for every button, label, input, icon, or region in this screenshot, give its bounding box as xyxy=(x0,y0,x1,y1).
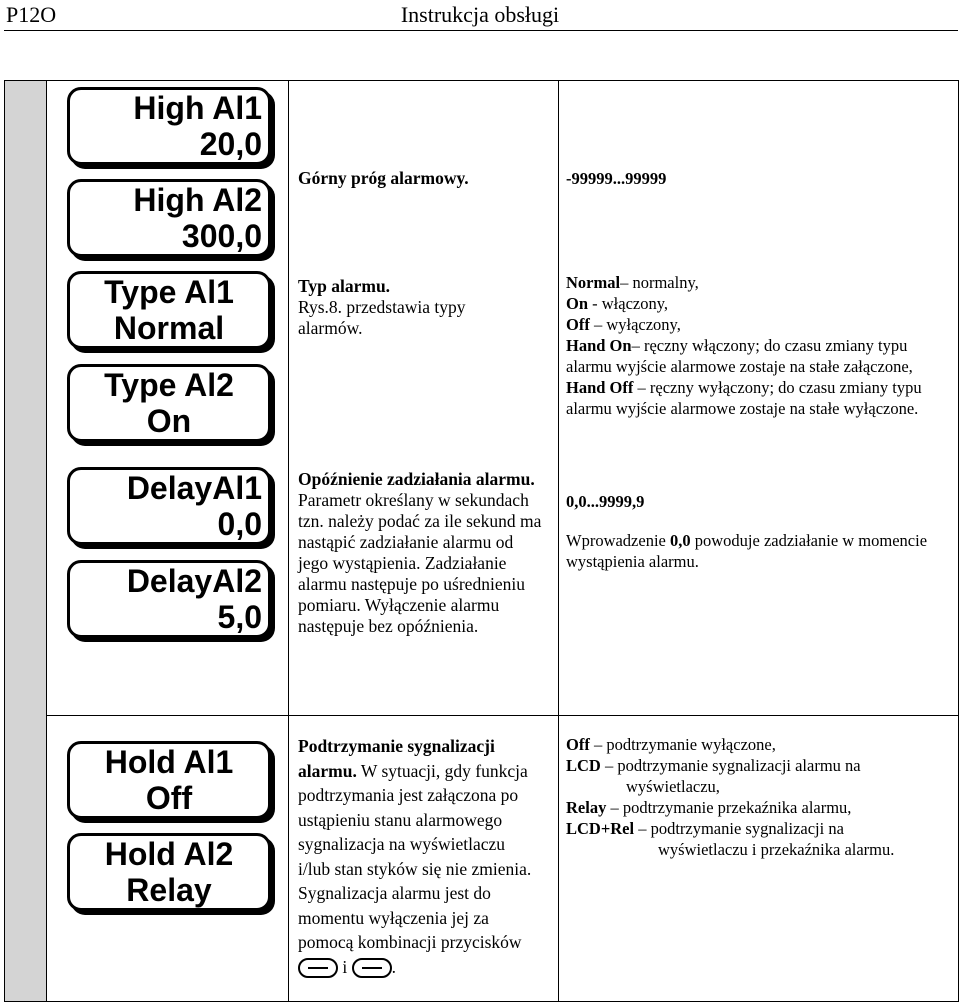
type-value-normal xyxy=(566,272,951,293)
type-desc-text: Rys.8. przedstawia typy alarmów. xyxy=(298,297,466,338)
hold-desc-title: Podtrzymanie sygnalizacji alarmu. xyxy=(298,736,495,781)
lcd-delay-al2 xyxy=(67,560,271,638)
lcd-delay-al1 xyxy=(67,467,271,545)
note-text: powoduje zadziałanie w momencie wystąpienia alarmu. xyxy=(566,531,928,571)
value-key: Hand Off xyxy=(566,378,634,397)
column-divider-1 xyxy=(288,81,289,1001)
value-key: Relay xyxy=(566,798,607,817)
lcd-label: Hold Al2 xyxy=(104,836,234,872)
value-text: - włączony, xyxy=(588,294,669,313)
lcd-label: Type Al1 xyxy=(104,274,234,310)
lcd-type-al2 xyxy=(67,364,271,442)
page-header xyxy=(0,0,960,32)
hold-description xyxy=(298,734,538,979)
note-text: Wprowadzenie xyxy=(566,531,670,550)
lcd-label: High Al1 xyxy=(133,90,262,126)
lcd-label: DelayAl1 xyxy=(126,470,262,506)
lcd-value: Off xyxy=(145,780,193,816)
delay-note xyxy=(566,530,951,572)
lcd-value: On xyxy=(146,403,192,439)
delay-values xyxy=(566,491,951,572)
hold-values xyxy=(566,734,951,860)
value-text: – podtrzymanie sygnalizacji na xyxy=(634,819,844,838)
hold-value-relay xyxy=(566,797,951,818)
value-key: LCD+Rel xyxy=(566,819,635,838)
delay-range xyxy=(566,491,951,512)
lcd-high-al2 xyxy=(67,179,271,257)
lcd-value: Relay xyxy=(126,872,212,908)
lcd-type-al1 xyxy=(67,271,271,349)
value-text: – podtrzymanie wyłączone, xyxy=(589,735,776,754)
hold-value-off xyxy=(566,734,951,755)
lcd-label: Type Al2 xyxy=(104,367,234,403)
high-description xyxy=(298,168,548,189)
lcd-hold-al2 xyxy=(67,833,271,911)
type-value-on xyxy=(566,293,951,314)
header-rule xyxy=(4,30,958,31)
value-text: – ręczny włączony; do czasu zmiany typu alarmu wyjście alarmowe zostaje na stałe załączone, xyxy=(566,336,913,376)
type-description xyxy=(298,276,528,339)
type-value-off xyxy=(566,314,951,335)
delay-desc-title: Opóźnienie zadziałania alarmu. xyxy=(298,469,535,489)
delay-description xyxy=(298,469,543,637)
value-key: Off xyxy=(566,315,590,334)
row-divider xyxy=(47,715,958,716)
lcd-value: 0,0 xyxy=(217,506,262,542)
lcd-value: 20,0 xyxy=(199,126,262,162)
escape-button-icon xyxy=(352,958,392,978)
value-key: LCD xyxy=(566,756,601,775)
value-text: – normalny, xyxy=(620,273,699,292)
lcd-value: Normal xyxy=(113,310,225,346)
hold-desc-and: i xyxy=(342,956,348,977)
value-key: Off xyxy=(566,735,590,754)
lcd-label: Hold Al1 xyxy=(104,744,234,780)
lcd-high-al1 xyxy=(67,87,271,165)
hold-value-lcd-rel-cont: wyświetlaczu i przekaźnika alarmu. xyxy=(658,840,895,859)
value-text: – wyłączony, xyxy=(589,315,681,334)
type-value-hand-on xyxy=(566,335,951,377)
lcd-value: 5,0 xyxy=(217,599,262,635)
hold-value-lcd-rel xyxy=(566,818,951,839)
high-range-text: -99999...99999 xyxy=(566,169,667,188)
type-values xyxy=(566,272,951,419)
type-desc-title: Typ alarmu. xyxy=(298,276,391,296)
high-desc-text: Górny próg alarmowy. xyxy=(298,168,469,188)
note-value: 0,0 xyxy=(670,531,691,550)
delay-desc-text: Parametr określany w sekundach tzn. należy podać za ile sekund ma nastąpić zadziałanie alarmu od jego wystąpienia. Zadziałanie alarmu następuje po uśrednieniu pomiaru. Wyłączenie alarmu następuje bez opóźnienia. xyxy=(298,490,542,636)
hold-value-lcd-cont: wyświetlaczu, xyxy=(626,777,720,796)
hold-desc-end: . xyxy=(391,956,396,977)
value-text: – podtrzymanie sygnalizacji alarmu na xyxy=(600,756,861,775)
value-key: Normal xyxy=(566,273,621,292)
lcd-value: 300,0 xyxy=(181,218,262,254)
hold-value-lcd xyxy=(566,755,951,776)
column-divider-2 xyxy=(558,81,559,1001)
model-name: P12O xyxy=(6,2,57,27)
lcd-label: High Al2 xyxy=(133,182,262,218)
high-range xyxy=(566,168,951,189)
lcd-hold-al1 xyxy=(67,741,271,819)
value-key: On xyxy=(566,294,589,313)
value-text: – podtrzymanie przekaźnika alarmu, xyxy=(606,798,852,817)
type-value-hand-off xyxy=(566,377,951,419)
delay-range-text: 0,0...9999,9 xyxy=(566,492,645,511)
hold-desc-text: W sytuacji, gdy funkcja podtrzymania jest załączona po ustąpieniu stanu alarmowego sygnalizacja na wyświetlaczu i/lub stan styków się nie zmienia. Sygnalizacja alarmu jest do momentu wyłączenia jej za pomocą kombinacji przycisków xyxy=(298,760,532,952)
value-key: Hand On xyxy=(566,336,632,355)
document-title: Instrukcja obsługi xyxy=(400,2,560,27)
lcd-label: DelayAl2 xyxy=(126,563,262,599)
margin-column xyxy=(5,81,47,1001)
enter-button-icon xyxy=(298,958,338,978)
value-text: – ręczny wyłączony; do czasu zmiany typu alarmu wyjście alarmowe zostaje na stałe wyłączone. xyxy=(566,378,922,418)
